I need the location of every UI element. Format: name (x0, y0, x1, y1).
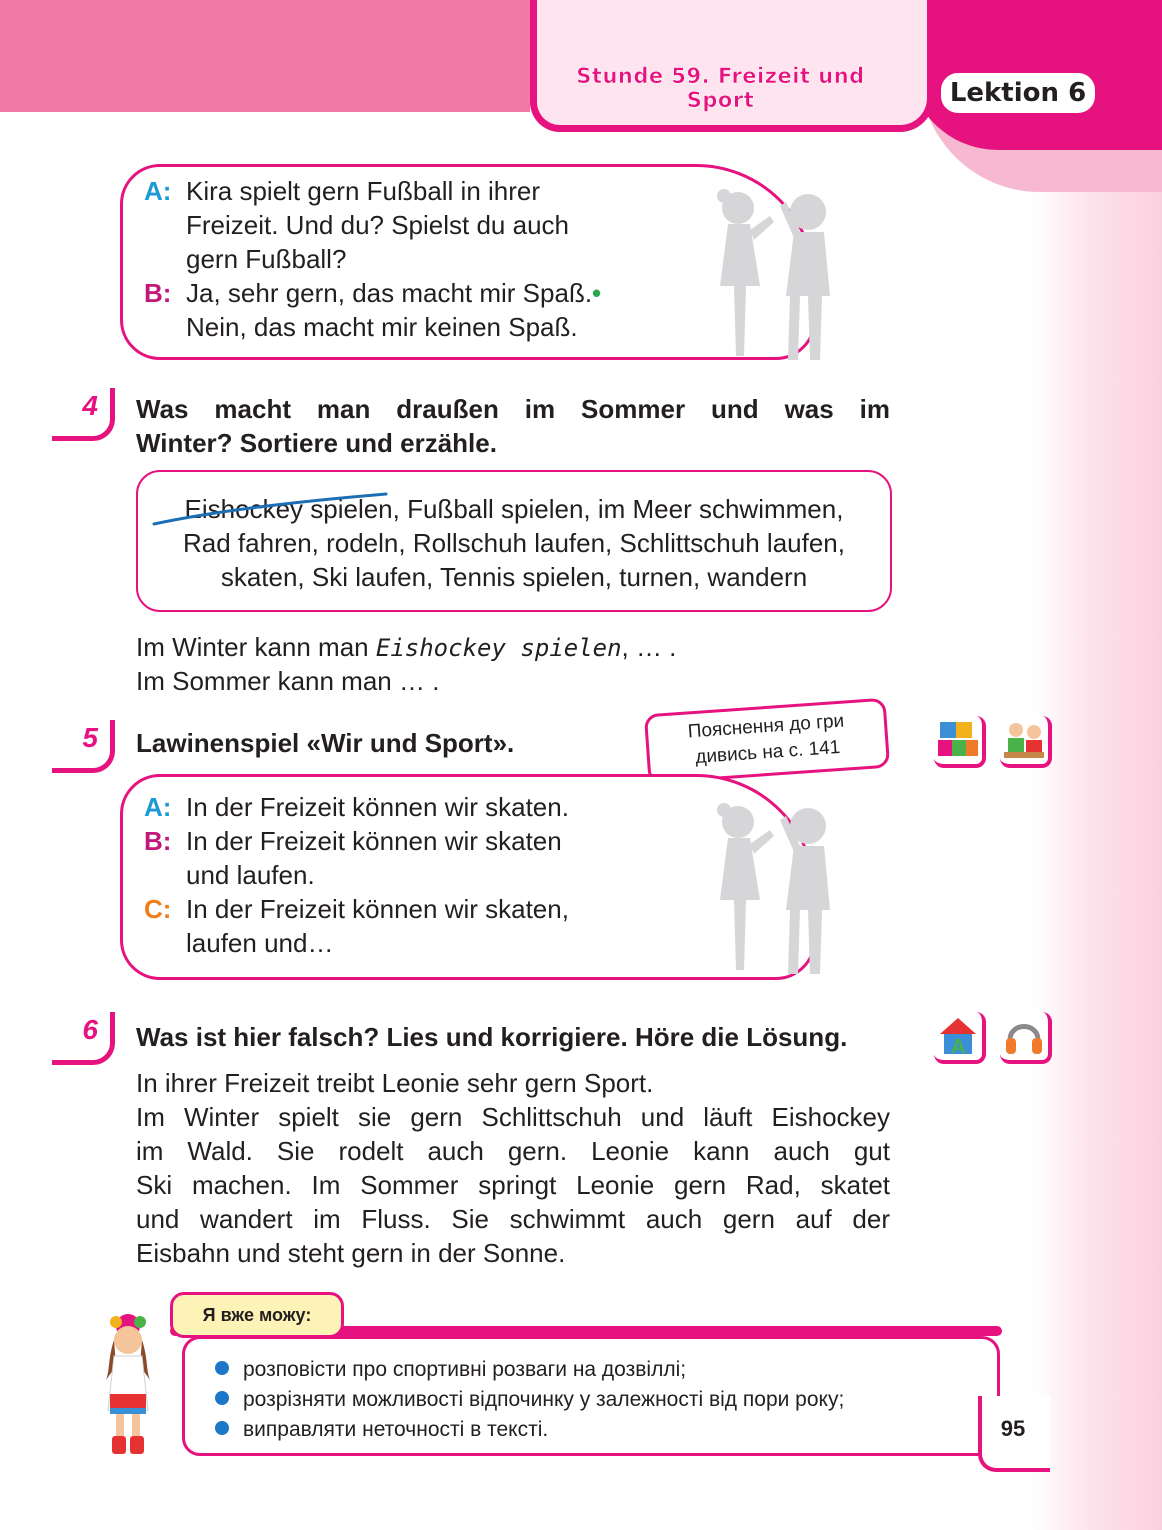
svg-text:A: A (951, 1036, 966, 1058)
strikethrough-mark (150, 490, 390, 530)
header-band (0, 0, 530, 112)
can-do-item: розповісти про спортивні розваги на дозвіллі; (215, 1355, 686, 1385)
dialog-line: gern Fußball? (186, 244, 347, 274)
task-6-text (136, 1066, 890, 1270)
house-letter-icon (934, 1012, 986, 1064)
can-do-item: виправляти неточності в тексті. (215, 1415, 548, 1445)
headphones-icon (1000, 1012, 1052, 1064)
dialog-line: In der Freizeit können wir skaten, (186, 894, 569, 924)
task-number-6: 6 (52, 1012, 115, 1065)
dialog-line: Freizeit. Und du? Spielst du auch (186, 210, 569, 240)
girl-illustration (88, 1310, 168, 1458)
text-line: Ski machen. Im Sommer springt Leonie gern Rad, skatet (136, 1170, 890, 1200)
note-line: дивись на с. 141 (694, 736, 841, 769)
task-title-line: Winter? Sortiere und erzähle. (136, 428, 497, 458)
dialog-1 (142, 172, 702, 352)
handwritten-example: Eishockey spielen (375, 634, 622, 662)
dialog-line: In der Freizeit können wir skaten. (186, 792, 569, 822)
text-line: Eisbahn und steht gern in der Sonne. (136, 1238, 566, 1268)
children-silhouette-icon (698, 186, 848, 362)
lektion-label: Lektion 6 (938, 70, 1098, 116)
dialog-line: und laufen. (186, 860, 315, 890)
dialog-line: Nein, das macht mir keinen Spaß. (186, 312, 578, 342)
text-line: Im Winter spielt sie gern Schlittschuh und läuft Eishockey (136, 1102, 890, 1132)
dialog-line: In der Freizeit können wir skaten (186, 826, 562, 856)
word-box-line: Eishockey spielen, Fußball spielen, im Meer schwimmen, (184, 494, 844, 524)
lesson-title: Stunde 59. Freizeit und Sport (576, 64, 865, 112)
task-5-title: Lawinenspiel «Wir und Sport». (136, 728, 515, 758)
can-do-box (182, 1336, 1000, 1456)
text-line: im Wald. Sie rodelt auch gern. Leonie kann auch gut (136, 1136, 890, 1166)
dialog-line: Kira spielt gern Fußball in ihrer (186, 176, 541, 206)
green-bullet: • (592, 278, 602, 308)
speaker-a-label: A: (144, 792, 172, 822)
children-silhouette-icon (698, 800, 848, 976)
dialog-line: Ja, sehr gern, das macht mir Spaß.• (186, 278, 602, 308)
task-title-line: Was macht man draußen im Sommer und was im (136, 394, 890, 424)
text-line: In ihrer Freizeit treibt Leonie sehr gern Sport. (136, 1068, 654, 1098)
task-6-title: Was ist hier falsch? Lies und korrigiere. Höre die Lösung. (136, 1022, 848, 1052)
word-box-line: skaten, Ski laufen, Tennis spielen, turnen, wandern (220, 562, 808, 592)
speaker-a-label: A: (144, 176, 172, 206)
winter-sentence: Im Winter kann man Eishockey spielen, … . (136, 632, 677, 662)
page-number: 95 (1000, 1416, 1026, 1441)
task-number-5: 5 (52, 720, 115, 773)
can-do-label: Я вже можу: (170, 1292, 344, 1338)
speaker-b-label: B: (144, 278, 172, 308)
text-line: und wandert im Fluss. Sie schwimmt auch gern auf der (136, 1204, 890, 1234)
word-box-line: Rad fahren, rodeln, Rollschuh laufen, Schlittschuh laufen, (183, 528, 845, 558)
task-number-4: 4 (52, 388, 115, 441)
task-4-title (136, 392, 890, 460)
blocks-icon (934, 716, 986, 768)
summer-sentence: Im Sommer kann man … . (136, 666, 440, 696)
speaker-b-label: B: (144, 826, 172, 856)
children-playing-icon (1000, 716, 1052, 768)
side-band (1032, 150, 1162, 1530)
can-do-item: розрізняти можливості відпочинку у залежності від пори року; (215, 1385, 844, 1415)
dialog-2 (142, 788, 702, 968)
note-card (644, 698, 890, 785)
dialog-line: laufen und… (186, 928, 334, 958)
speaker-c-label: C: (144, 894, 172, 924)
note-line: Пояснення до гри (687, 710, 845, 743)
